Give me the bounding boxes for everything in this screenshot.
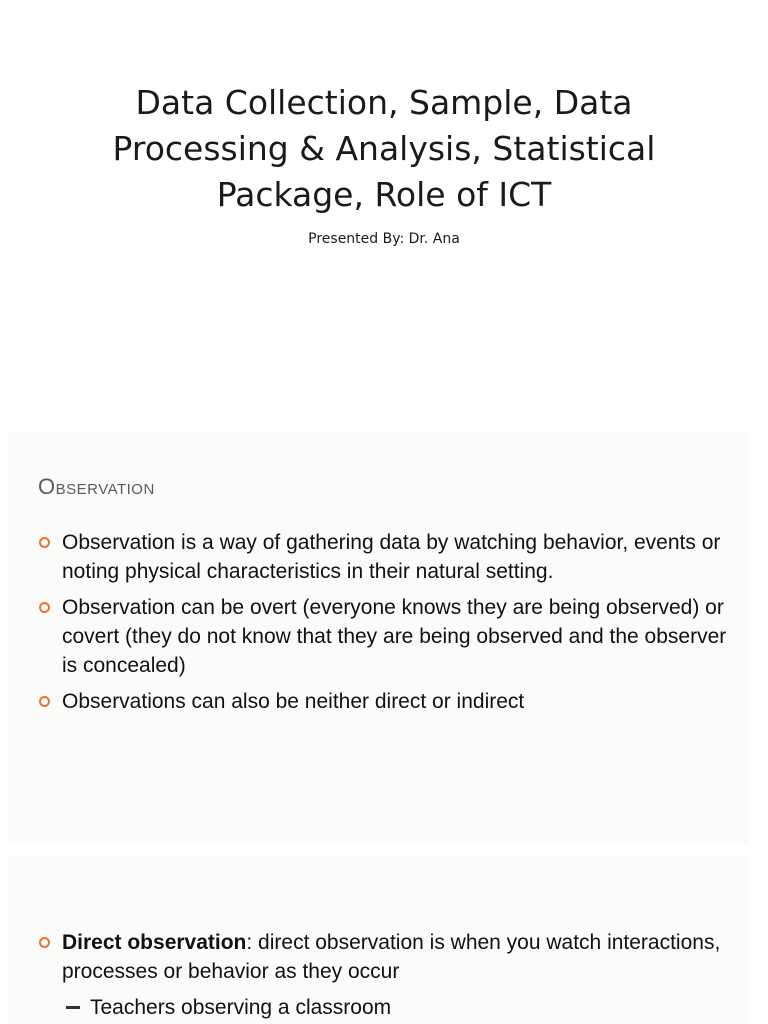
bullet-text: Observation is a way of gathering data by watching behavior, events or noting physical characteristics in their natural setting.: [62, 531, 721, 583]
list-item: [36, 687, 736, 716]
slide-heading: Observation: [38, 474, 155, 499]
sub-list-item: [36, 993, 736, 1022]
presenter-subtitle: Presented By: Dr. Ana: [308, 231, 460, 247]
bullet-text: Observation can be overt (everyone knows they are being observed) or covert (they do not know that they are being observed and the observer is concealed): [62, 596, 727, 677]
bullet-list: [36, 528, 736, 723]
bullet-text: Observations can also be neither direct or indirect: [62, 690, 525, 713]
sub-bullet-text: Teachers observing a classroom: [90, 996, 392, 1019]
hollow-circle-bullet-icon: [39, 602, 50, 613]
hollow-circle-bullet-icon: [39, 696, 50, 707]
list-item: [36, 928, 736, 986]
bullet-lead-term: Direct observation: [62, 931, 247, 954]
hollow-circle-bullet-icon: [39, 937, 50, 948]
bullet-text: : direct observation is when you watch interactions, processes or behavior as they occur: [62, 931, 721, 983]
direct-observation-slide: [8, 856, 748, 1024]
page-title: Data Collection, Sample, Data Processing & Analysis, Statistical Package, Role of ICT: [112, 83, 656, 214]
hollow-circle-bullet-icon: [39, 537, 50, 548]
list-item: [36, 593, 736, 680]
dash-bullet-icon: [66, 1006, 80, 1009]
title-slide: [0, 0, 768, 420]
observation-slide: [8, 432, 748, 844]
bullet-list: [36, 928, 736, 1022]
list-item: [36, 528, 736, 586]
